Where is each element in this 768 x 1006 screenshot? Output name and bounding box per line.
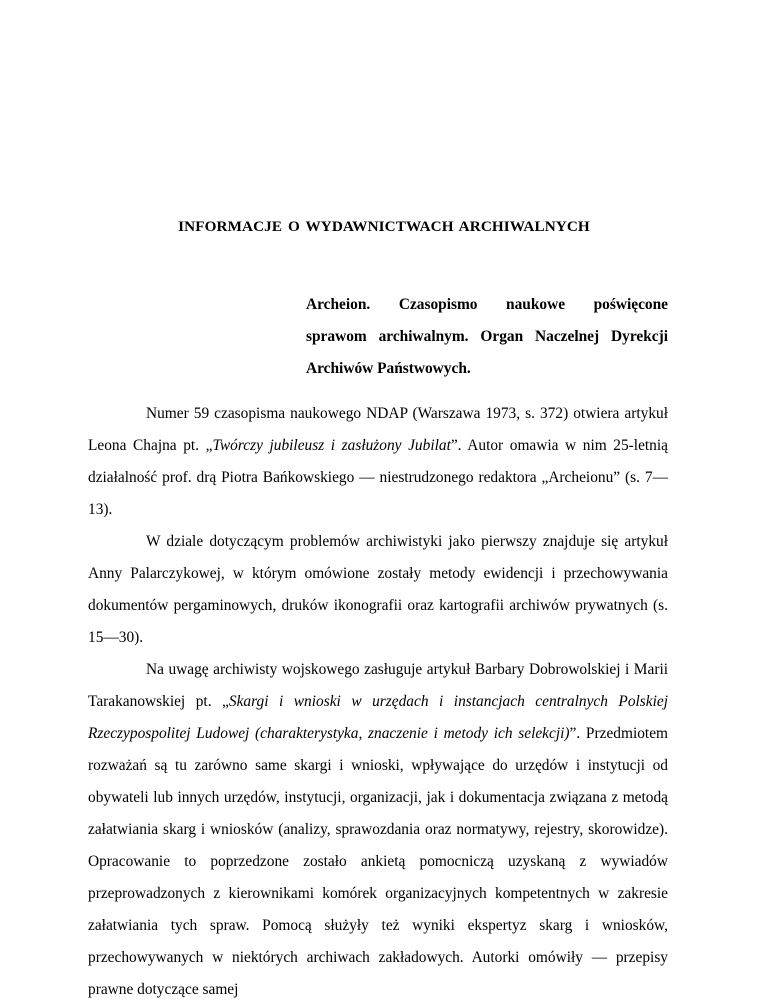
body-text (88, 398, 668, 1006)
publication-title-word: Archeion. (306, 296, 371, 313)
publication-title-first-line (306, 289, 668, 321)
publication-title (306, 289, 668, 385)
article-title-italic: Twórczy jubileusz i zasłużony Jubilat (212, 437, 451, 454)
publication-title-rest: sprawom archiwalnym. Organ Naczelnej Dyrekcji Archiwów Państwowych. (306, 328, 668, 377)
paragraph-1 (88, 398, 668, 526)
paragraph-text: ”. Przedmiotem rozważań są tu zarówno same skargi i wnioski, wpływające do urzędów i instytucji od obywateli lub innych urzędów, instytucji, organizacji, jak i dokumentacja związana z metodą załatwiania skarg i wniosków (analizy, sprawozdania oraz normatywy, rejestry, skorowidze). Opracowanie to poprzedzone zostało ankietą pomocniczą uzyskaną z wywiadów przeprowadzonych z kierownikami komórek organizacyjnych kompetentnych w zakresie załatwiania tych spraw. Pomocą służyły też wyniki ekspertyz skarg i wniosków, przechowywanych w niektórych archiwach zakładowych. Autorki omówiły — przepisy prawne dotyczące samej (88, 725, 668, 998)
paragraph-2 (88, 526, 668, 654)
publication-title-word: naukowe (506, 296, 566, 313)
section-heading: INFORMACJE O WYDAWNICTWACH ARCHIWALNYCH (178, 218, 590, 235)
publication-title-word: poświęcone (593, 296, 668, 313)
publication-title-word: Czasopismo (398, 296, 478, 313)
article-title-italic: Skargi i wnioski w urzędach i instancjach centralnych Polskiej Rzeczypospolitej Ludowej (charakterystyka, znaczenie i metody ich selekcji) (88, 693, 669, 742)
paragraph-text: W dziale dotyczącym problemów archiwistyki jako pierwszy znajduje się artykuł Anny Palarczykowej, w którym omówione zostały metody ewidencji i przechowywania dokumentów pergaminowych, druków ikonografii oraz kartografii archiwów prywatnych (s. 15—30). (88, 533, 668, 646)
paragraph-text: Numer 59 czasopisma naukowego NDAP (Warszawa 1973, s. 372) otwiera artykuł Leona Chajna pt. „ (88, 405, 668, 454)
paragraph-text: ”. Autor omawia w nim 25-letnią działalność prof. drą Piotra Bańkowskiego — niestrudzonego redaktora „Archeionu” (s. 7—13). (88, 437, 668, 518)
paragraph-3 (88, 654, 668, 1006)
paragraph-text: Na uwagę archiwisty wojskowego zasługuje artykuł Barbary Dobrowolskiej i Marii Tarakanowskiej pt. „ (88, 661, 668, 710)
